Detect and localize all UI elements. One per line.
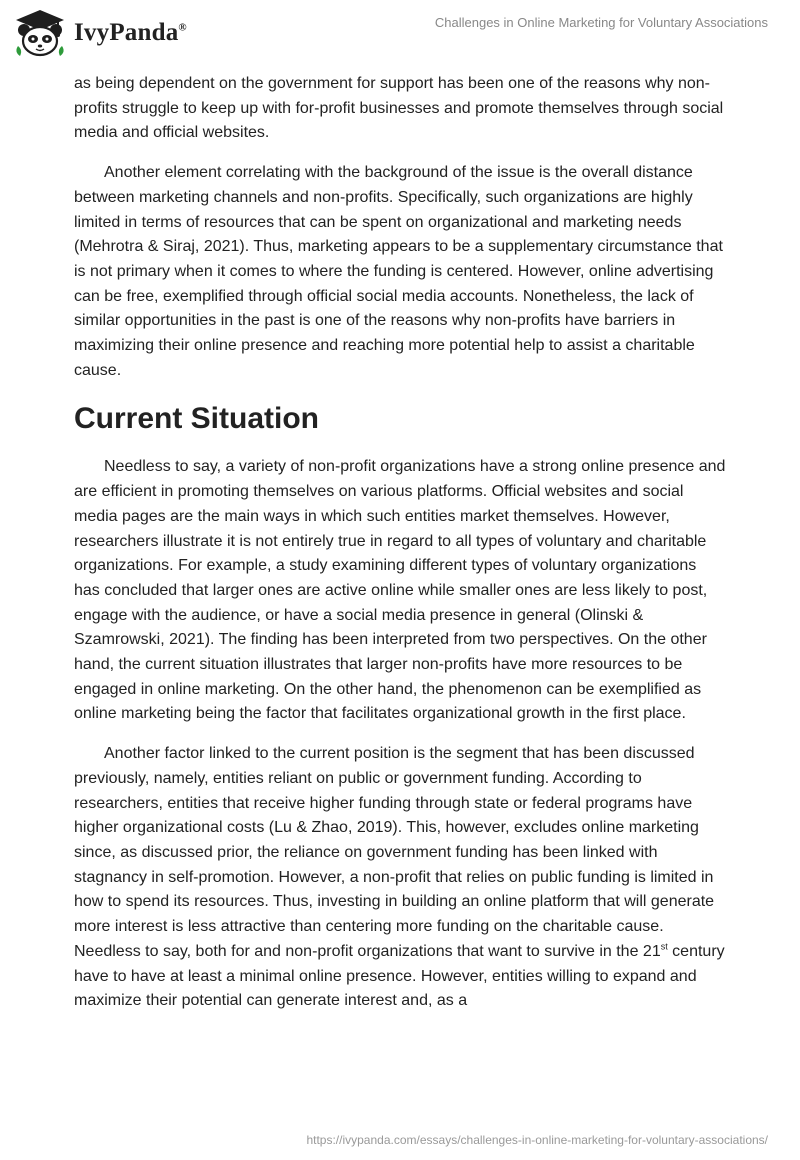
paragraph-continued: as being dependent on the government for support has been one of the reasons why non-profits struggle to keep up with for-profit businesses and promote themselves through social media and official websites.: [74, 75, 724, 142]
paragraph: [74, 742, 726, 1014]
paragraph: Needless to say, a variety of non-profit organizations have a strong online presence and are efficient in promoting themselves on various platforms. Official websites and social media pages are the main ways in which such entities market themselves. However, researchers illustrate it is not entirely true in regard to all types of voluntary and charitable organizations. For example, a study examining different types of voluntary organizations has concluded that larger ones are active online while smaller ones are less likely to post, engage with the audience, or have a social media presence in general (Olinski & Szamrowski, 2021). The finding has been interpreted from two perspectives. On the other hand, the current situation illustrates that larger non-profits have more resources to be engaged in online marketing. On the other hand, the phenomenon can be exemplified as online marketing being the factor that facilitates organizational growth in the first place.: [74, 458, 726, 723]
paragraph-text: century have to have at least a minimal online presence. However, entities willing to expand and maximize their potential can generate interest and, as a: [74, 942, 725, 1010]
logo-text: IvyPanda: [74, 19, 179, 46]
paragraph-text: Another factor linked to the current position is the segment that has been discussed previously, namely, entities reliant on public or government funding. According to researchers, entities that receive higher funding through state or federal programs have higher organizational costs (Lu & Zhao, 2019). This, however, excludes online marketing since, as discussed prior, the reliance on government funding has been linked with stagnancy in self-promotion. However, a non-profit that relies on public funding is limited in how to spend its resources. Thus, investing in building an online platform that will generate more interest is less attractive than centering more funding on the charitable cause. Needless to say, both for and non-profit organizations that want to survive in the 21: [74, 745, 715, 960]
logo-wordmark: [74, 19, 187, 47]
logo[interactable]: [14, 8, 187, 58]
source-url[interactable]: https://ivypanda.com/essays/challenges-in-online-marketing-for-voluntary-associations/: [306, 1133, 768, 1147]
panda-logo-icon: [14, 8, 66, 58]
registered-mark: ®: [178, 21, 187, 34]
paragraph: Another element correlating with the background of the issue is the overall distance between marketing channels and non-profits. Specifically, such organizations are highly limited in terms of resources that can be spent on organizational and marketing needs (Mehrotra & Siraj, 2021). Thus, marketing appears to be a supplementary circumstance that is not primary when it comes to where the funding is centered. However, online advertising can be free, exemplified through official social media accounts. Nonetheless, the lack of similar opportunities in the past is one of the reasons why non-profits have barriers in maximizing their online presence and reaching more potential help to assist a charitable cause.: [74, 164, 723, 379]
document-title: Challenges in Online Marketing for Voluntary Associations: [434, 15, 768, 30]
essay-content: [74, 72, 726, 1029]
section-heading: Current Situation: [74, 402, 319, 436]
page-header: [0, 0, 800, 66]
ordinal-suffix: st: [660, 941, 668, 952]
